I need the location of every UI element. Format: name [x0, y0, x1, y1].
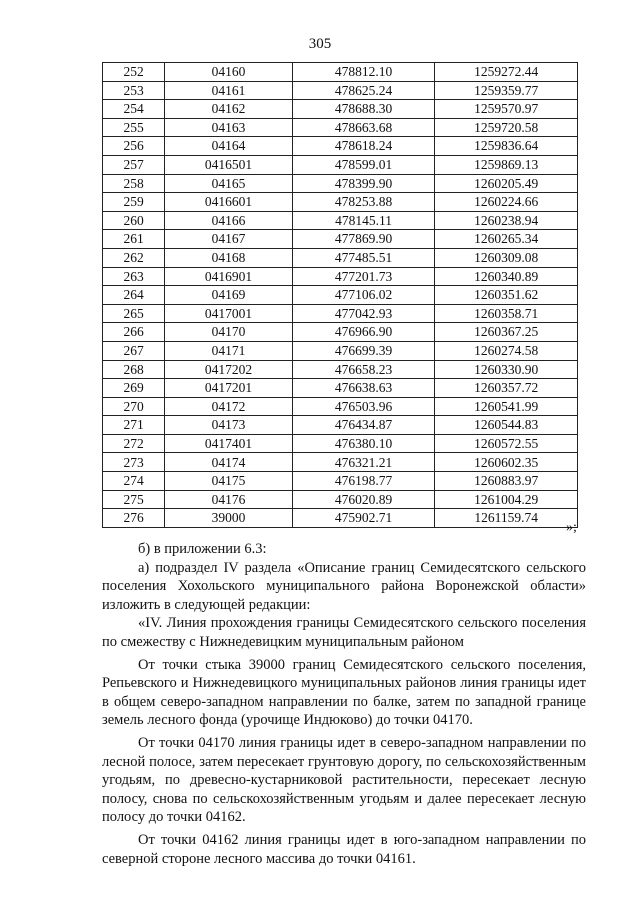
cell-x-coordinate: 478599.01: [292, 155, 435, 174]
cell-x-coordinate: 476503.96: [292, 397, 435, 416]
closing-quote: »;: [566, 520, 577, 535]
cell-y-coordinate: 1260224.66: [435, 193, 578, 212]
cell-y-coordinate: 1260265.34: [435, 230, 578, 249]
cell-x-coordinate: 476658.23: [292, 360, 435, 379]
cell-row-number: 255: [103, 118, 165, 137]
cell-x-coordinate: 477869.90: [292, 230, 435, 249]
cell-x-coordinate: 478618.24: [292, 137, 435, 156]
table-row: [103, 211, 578, 230]
cell-row-number: 256: [103, 137, 165, 156]
cell-row-number: 272: [103, 434, 165, 453]
cell-row-number: 269: [103, 379, 165, 398]
cell-y-coordinate: 1259272.44: [435, 63, 578, 82]
cell-y-coordinate: 1260541.99: [435, 397, 578, 416]
cell-y-coordinate: 1259869.13: [435, 155, 578, 174]
table-row: [103, 416, 578, 435]
cell-x-coordinate: 476966.90: [292, 323, 435, 342]
cell-x-coordinate: 476380.10: [292, 434, 435, 453]
cell-point-id: 04162: [165, 100, 293, 119]
cell-row-number: 268: [103, 360, 165, 379]
cell-point-id: 04169: [165, 286, 293, 305]
cell-y-coordinate: 1259359.77: [435, 81, 578, 100]
cell-row-number: 274: [103, 472, 165, 491]
cell-point-id: 04170: [165, 323, 293, 342]
cell-y-coordinate: 1260544.83: [435, 416, 578, 435]
cell-y-coordinate: 1260602.35: [435, 453, 578, 472]
table-row: [103, 193, 578, 212]
cell-x-coordinate: 476699.39: [292, 341, 435, 360]
cell-x-coordinate: 478663.68: [292, 118, 435, 137]
table-row: [103, 304, 578, 323]
cell-x-coordinate: 478625.24: [292, 81, 435, 100]
cell-y-coordinate: 1260367.25: [435, 323, 578, 342]
table-row: [103, 118, 578, 137]
table-row: [103, 379, 578, 398]
cell-point-id: 39000: [165, 509, 293, 528]
table-row: [103, 453, 578, 472]
table-row: [103, 472, 578, 491]
cell-row-number: 271: [103, 416, 165, 435]
cell-y-coordinate: 1261004.29: [435, 490, 578, 509]
cell-x-coordinate: 478688.30: [292, 100, 435, 119]
table-row: [103, 100, 578, 119]
cell-point-id: 04171: [165, 341, 293, 360]
cell-point-id: 04166: [165, 211, 293, 230]
paragraph-subsection: а) подраздел IV раздела «Описание границ Семидесятского сельского поселения Хохольского муниципального района Воронежской области» изложить в следующей редакции:: [102, 559, 586, 613]
body-text: [102, 540, 586, 868]
table-row: [103, 341, 578, 360]
cell-y-coordinate: 1259720.58: [435, 118, 578, 137]
cell-point-id: 04160: [165, 63, 293, 82]
cell-y-coordinate: 1260205.49: [435, 174, 578, 193]
cell-x-coordinate: 476638.63: [292, 379, 435, 398]
table-row: [103, 248, 578, 267]
cell-row-number: 261: [103, 230, 165, 249]
paragraph-from-04170: От точки 04170 линия границы идет в северо-западном направлении по лесной полосе, затем пересекает грунтовую дорогу, по сельскохозяйственным угодьям, по древесно-кустарниковой растительности, пересекает лесную полосу, снова по сельскохозяйственным угодьям и далее пересекает лесную полосу до точки 04162.: [102, 734, 586, 826]
cell-row-number: 259: [103, 193, 165, 212]
paragraph-appendix: б) в приложении 6.3:: [138, 541, 267, 557]
table-row: [103, 137, 578, 156]
paragraph-section-heading: «IV. Линия прохождения границы Семидесятского сельского поселения по смежеству с Нижнедевицким муниципальным районом: [102, 615, 586, 650]
cell-point-id: 04161: [165, 81, 293, 100]
cell-y-coordinate: 1260340.89: [435, 267, 578, 286]
cell-point-id: 04172: [165, 397, 293, 416]
cell-point-id: 0416601: [165, 193, 293, 212]
cell-point-id: 0416501: [165, 155, 293, 174]
cell-point-id: 04176: [165, 490, 293, 509]
cell-point-id: 04164: [165, 137, 293, 156]
cell-x-coordinate: 476198.77: [292, 472, 435, 491]
page-number: 305: [308, 36, 332, 52]
cell-point-id: 04175: [165, 472, 293, 491]
cell-x-coordinate: 476321.21: [292, 453, 435, 472]
cell-point-id: 0417201: [165, 379, 293, 398]
cell-x-coordinate: 477201.73: [292, 267, 435, 286]
cell-row-number: 270: [103, 397, 165, 416]
cell-point-id: 04174: [165, 453, 293, 472]
cell-y-coordinate: 1260883.97: [435, 472, 578, 491]
cell-x-coordinate: 478253.88: [292, 193, 435, 212]
cell-row-number: 258: [103, 174, 165, 193]
cell-row-number: 275: [103, 490, 165, 509]
cell-row-number: 257: [103, 155, 165, 174]
cell-x-coordinate: 478399.90: [292, 174, 435, 193]
cell-row-number: 262: [103, 248, 165, 267]
cell-row-number: 276: [103, 509, 165, 528]
paragraph-from-39000: От точки стыка 39000 границ Семидесятского сельского поселения, Репьевского и Нижнедевицкого муниципальных районов линия границы идет в общем северо-западном направлении по балке, затем по западной границе земель лесного фонда (урочище Индюково) до точки 04170.: [102, 656, 586, 729]
table-row: [103, 509, 578, 528]
table-row: [103, 155, 578, 174]
coordinates-table-body: [103, 63, 578, 528]
table-row: [103, 174, 578, 193]
cell-y-coordinate: 1260572.55: [435, 434, 578, 453]
cell-y-coordinate: 1260274.58: [435, 341, 578, 360]
cell-point-id: 04167: [165, 230, 293, 249]
table-row: [103, 286, 578, 305]
cell-point-id: 0417202: [165, 360, 293, 379]
cell-y-coordinate: 1260351.62: [435, 286, 578, 305]
cell-row-number: 265: [103, 304, 165, 323]
cell-row-number: 264: [103, 286, 165, 305]
cell-x-coordinate: 478145.11: [292, 211, 435, 230]
cell-x-coordinate: 477042.93: [292, 304, 435, 323]
table-row: [103, 63, 578, 82]
cell-row-number: 273: [103, 453, 165, 472]
cell-point-id: 0417401: [165, 434, 293, 453]
table-row: [103, 81, 578, 100]
table-row: [103, 490, 578, 509]
cell-row-number: 254: [103, 100, 165, 119]
cell-row-number: 266: [103, 323, 165, 342]
table-row: [103, 323, 578, 342]
cell-x-coordinate: 476020.89: [292, 490, 435, 509]
cell-y-coordinate: 1260358.71: [435, 304, 578, 323]
cell-row-number: 263: [103, 267, 165, 286]
cell-point-id: 0417001: [165, 304, 293, 323]
paragraph-from-04162: От точки 04162 линия границы идет в юго-западном направлении по северной стороне лесного массива до точки 04161.: [102, 831, 586, 867]
cell-y-coordinate: 1260357.72: [435, 379, 578, 398]
cell-y-coordinate: 1261159.74: [435, 509, 578, 528]
cell-row-number: 252: [103, 63, 165, 82]
cell-y-coordinate: 1259570.97: [435, 100, 578, 119]
cell-x-coordinate: 477485.51: [292, 248, 435, 267]
cell-point-id: 0416901: [165, 267, 293, 286]
cell-row-number: 267: [103, 341, 165, 360]
table-row: [103, 267, 578, 286]
cell-row-number: 260: [103, 211, 165, 230]
cell-y-coordinate: 1259836.64: [435, 137, 578, 156]
cell-point-id: 04168: [165, 248, 293, 267]
cell-point-id: 04173: [165, 416, 293, 435]
table-row: [103, 360, 578, 379]
cell-row-number: 253: [103, 81, 165, 100]
cell-y-coordinate: 1260309.08: [435, 248, 578, 267]
cell-x-coordinate: 475902.71: [292, 509, 435, 528]
coordinates-table: [102, 62, 578, 528]
cell-point-id: 04165: [165, 174, 293, 193]
cell-x-coordinate: 478812.10: [292, 63, 435, 82]
cell-point-id: 04163: [165, 118, 293, 137]
table-row: [103, 230, 578, 249]
cell-y-coordinate: 1260238.94: [435, 211, 578, 230]
cell-x-coordinate: 476434.87: [292, 416, 435, 435]
cell-y-coordinate: 1260330.90: [435, 360, 578, 379]
table-row: [103, 434, 578, 453]
cell-x-coordinate: 477106.02: [292, 286, 435, 305]
table-row: [103, 397, 578, 416]
